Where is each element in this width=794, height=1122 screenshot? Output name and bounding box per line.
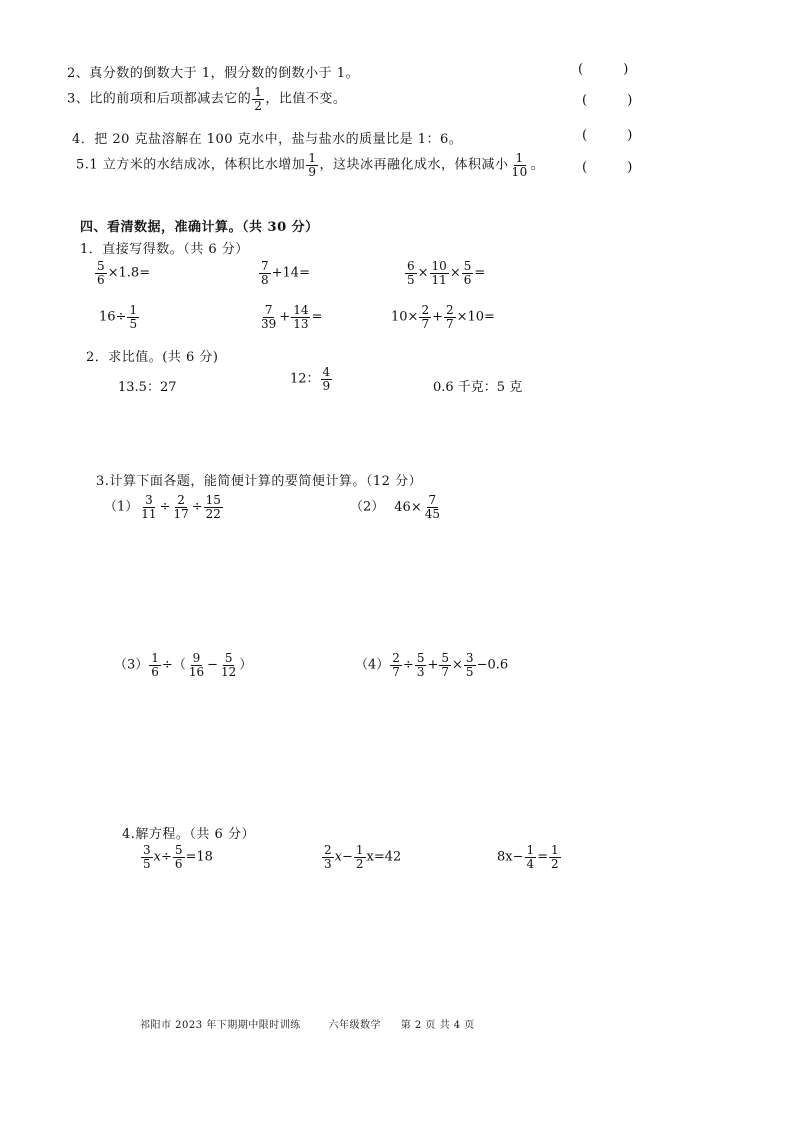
fraction: $\frac{1}{6}$ (151, 651, 159, 679)
fraction: $\frac{15}{22}$ (205, 493, 221, 521)
calc-1d: 16÷ $\frac{1}{5}$ (99, 303, 138, 331)
part2-title: 2．求比值。(共 6 分) (86, 350, 219, 365)
judge-q3: 3、比的前项和后项都减去它的 $\frac{1}{2}$ ，比值不变。 (67, 85, 347, 113)
fraction: $\frac{5}{6}$ (463, 259, 472, 287)
answer-paren-q4[interactable]: ( ) (582, 128, 651, 143)
fraction: $\frac{5}{3}$ (416, 651, 425, 679)
fraction: $\frac{1}{2}$ (254, 85, 263, 113)
judge-q4: 4．把 20 克盐溶解在 100 克水中，盐与盐水的质量比是 1：6。 (72, 132, 463, 147)
part4-title: 4.解方程。（共 6 分） (122, 827, 255, 842)
footer (140, 1016, 475, 1031)
calc-1e: $\frac{7}{39}$ + $\frac{14}{13}$ = (261, 303, 323, 331)
calc-3-1: （1） $\frac{3}{11}$ ÷ $\frac{2}{17}$ ÷ $\frac{15}{22}$ (104, 493, 221, 521)
fraction: $\frac{2}{7}$ (445, 303, 454, 331)
equation-a: $\frac{3}{5}$ x÷ $\frac{5}{6}$ =18 (143, 843, 213, 871)
fraction: $\frac{4}{9}$ (322, 365, 331, 393)
calc-1a: $\frac{5}{6}$ ×1.8= (97, 259, 151, 287)
judge-q5: 5.1 立方米的水结成冰，体积比水增加 $\frac{1}{9}$ ，这块冰再融化成水，体积减小 $\frac{1}{10}$ 。 (76, 151, 545, 179)
ratio-a: 13.5：27 (118, 380, 177, 395)
fraction: $\frac{3}{5}$ (465, 651, 474, 679)
answer-paren-q2[interactable]: ( ) (578, 62, 647, 77)
answer-paren-q3[interactable]: ( ) (582, 93, 651, 108)
footer-page: 第 2 页 共 4 页 (400, 1020, 475, 1031)
section4-title: 四、看清数据，准确计算。（共 30 分） (80, 220, 319, 235)
calc-3-3: （3） $\frac{1}{6}$ ÷（ $\frac{9}{16}$ − $\frac{5}{12}$ ） (114, 651, 253, 679)
calc-1c: $\frac{6}{5}$ × $\frac{10}{11}$ × $\frac{5}{6}$ = (407, 259, 486, 287)
ratio-c: 0.6 千克：5 克 (433, 380, 523, 395)
part3-title: 3.计算下面各题，能简便计算的要简便计算。（12 分） (96, 474, 423, 489)
fraction: $\frac{2}{3}$ (324, 843, 332, 871)
fraction: $\frac{1}{10}$ (511, 151, 528, 179)
ratio-b: 12： $\frac{4}{9}$ (290, 365, 331, 393)
fraction: $\frac{1}{5}$ (129, 303, 138, 331)
fraction: $\frac{5}{7}$ (441, 651, 450, 679)
fraction: $\frac{7}{8}$ (261, 259, 269, 287)
fraction: $\frac{5}{6}$ (97, 259, 105, 287)
fraction: $\frac{2}{17}$ (173, 493, 189, 521)
fraction: $\frac{3}{11}$ (141, 493, 157, 521)
fraction: $\frac{14}{13}$ (293, 303, 309, 331)
fraction: $\frac{1}{2}$ (551, 843, 559, 871)
calc-3-2: （2） 46× $\frac{7}{45}$ (350, 493, 440, 521)
equation-b: $\frac{2}{3}$ x− $\frac{1}{2}$ x=42 (324, 843, 402, 871)
fraction: $\frac{10}{11}$ (431, 259, 447, 287)
fraction: $\frac{7}{45}$ (424, 493, 440, 521)
calc-1f: 10× $\frac{2}{7}$ + $\frac{2}{7}$ ×10= (391, 303, 495, 331)
fraction: $\frac{6}{5}$ (407, 259, 415, 287)
fraction: $\frac{1}{4}$ (526, 843, 535, 871)
fraction: $\frac{2}{7}$ (421, 303, 430, 331)
fraction: $\frac{3}{5}$ (143, 843, 151, 871)
part1-title: 1．直接写得数。（共 6 分） (80, 242, 249, 257)
fraction: $\frac{2}{7}$ (392, 651, 400, 679)
fraction: $\frac{1}{2}$ (355, 843, 364, 871)
answer-paren-q5[interactable]: ( ) (582, 160, 651, 175)
footer-subject: 六年级数学 (328, 1020, 381, 1031)
fraction: $\frac{5}{12}$ (221, 651, 237, 679)
judge-q2: 2、真分数的倒数大于 1，假分数的倒数小于 1。 (67, 66, 360, 81)
fraction: $\frac{7}{39}$ (261, 303, 277, 331)
footer-title: 祁阳市 2023 年下期期中限时训练 (140, 1020, 301, 1031)
calc-3-4: （4） $\frac{2}{7}$ ÷ $\frac{5}{3}$ + $\frac{5}{7}$ × $\frac{3}{5}$ −0.6 (355, 651, 509, 679)
fraction: $\frac{5}{6}$ (174, 843, 183, 871)
calc-1b: $\frac{7}{8}$ +14= (261, 259, 310, 287)
equation-c: 8x− $\frac{1}{4}$ = $\frac{1}{2}$ (497, 843, 559, 871)
fraction: $\frac{9}{16}$ (188, 651, 205, 679)
fraction: $\frac{1}{9}$ (308, 151, 317, 179)
